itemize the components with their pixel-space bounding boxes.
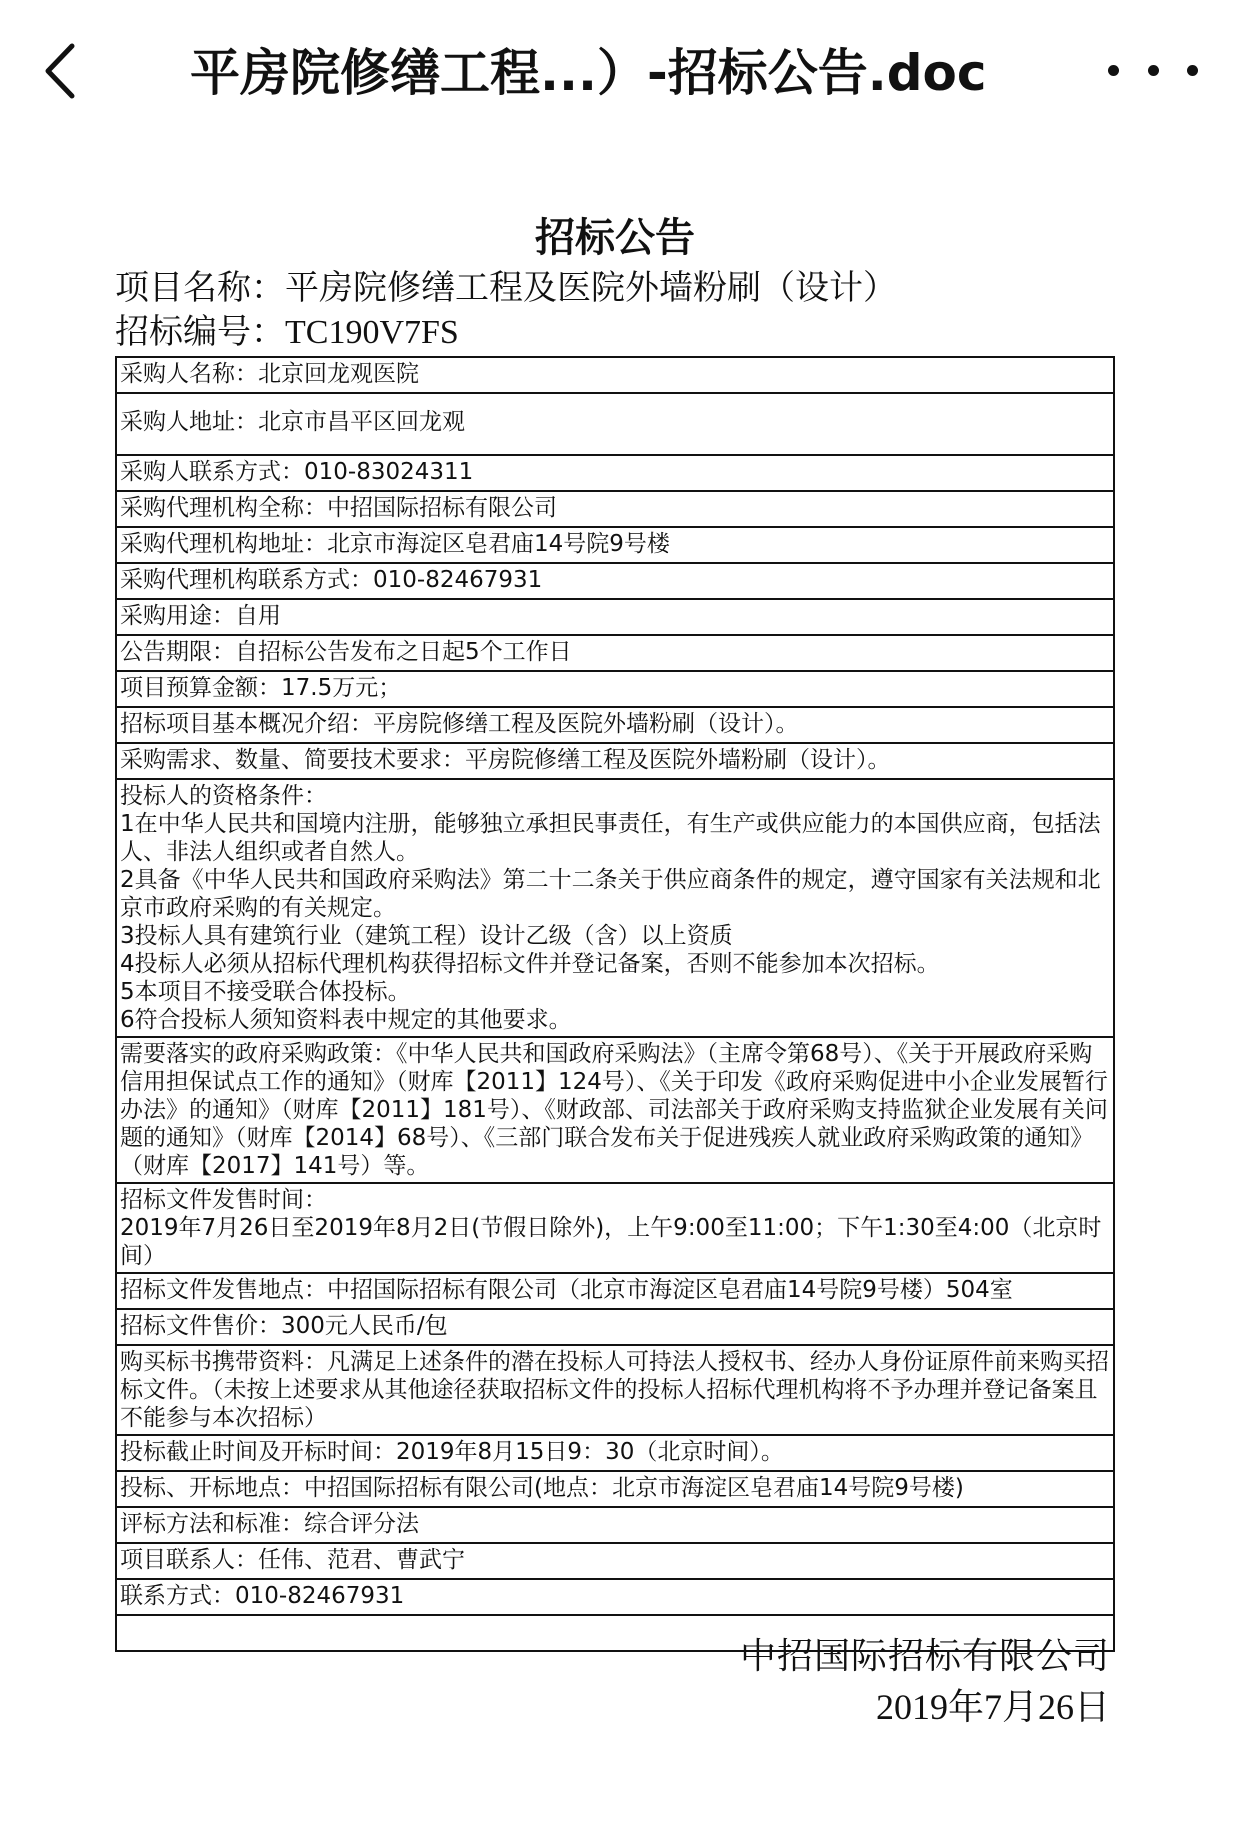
table-cell (116, 455, 1114, 491)
table-row (116, 393, 1114, 455)
table-row (116, 779, 1114, 1037)
cell-text: 采购需求、数量、简要技术要求：平房院修缮工程及医院外墙粉刷（设计）。 (120, 747, 891, 773)
table-cell (116, 1309, 1114, 1345)
cell-text: 2具备《中华人民共和国政府采购法》第二十二条关于供应商条件的规定，遵守国家有关法规和北京市政府采购的有关规定。 (120, 867, 1101, 921)
top-bar (0, 0, 1242, 140)
table-row (116, 743, 1114, 779)
tender-info-table (115, 356, 1115, 1652)
table-cell (116, 743, 1114, 779)
table-cell (116, 527, 1114, 563)
cell-text: 招标文件发售地点：中招国际招标有限公司（北京市海淀区皂君庙14号院9号楼）504室 (120, 1277, 1013, 1303)
table-cell (116, 1345, 1114, 1435)
table-cell (116, 563, 1114, 599)
table-row (116, 455, 1114, 491)
cell-text: 采购代理机构全称：中招国际招标有限公司 (120, 495, 557, 521)
cell-text: 采购人名称：北京回龙观医院 (120, 361, 419, 387)
table-row (116, 1183, 1114, 1273)
document-title: 平房院修缮工程...）-招标公告.doc (190, 44, 987, 102)
project-name-line (115, 266, 1115, 310)
table-row (116, 1309, 1114, 1345)
cell-text: 招标文件售价：300元人民币/包 (120, 1313, 448, 1339)
cell-text: 6符合投标人须知资料表中规定的其他要求。 (120, 1007, 572, 1033)
cell-text: 招标项目基本概况介绍：平房院修缮工程及医院外墙粉刷（设计）。 (120, 711, 799, 737)
cell-text: 5本项目不接受联合体投标。 (120, 979, 411, 1005)
cell-text: 投标截止时间及开标时间：2019年8月15日9：30（北京时间）。 (120, 1439, 784, 1465)
table-row (116, 1037, 1114, 1183)
table-row (116, 1507, 1114, 1543)
table-row (116, 1579, 1114, 1615)
document-footer (740, 1632, 1110, 1732)
cell-text: 采购用途：自用 (120, 603, 281, 629)
table-cell (116, 1579, 1114, 1615)
document-heading: 招标公告 (535, 215, 695, 261)
cell-text: 招标文件发售时间： (120, 1187, 327, 1213)
table-row (116, 563, 1114, 599)
cell-text: 投标、开标地点：中招国际招标有限公司(地点：北京市海淀区皂君庙14号院9号楼) (120, 1475, 964, 1501)
table-row (116, 1543, 1114, 1579)
table-row (116, 707, 1114, 743)
cell-text: 项目预算金额：17.5万元； (120, 675, 402, 701)
table-cell (116, 1543, 1114, 1579)
table-row (116, 491, 1114, 527)
footer-organization: 中招国际招标有限公司 (739, 1636, 1110, 1677)
cell-text: 采购人联系方式：010-83024311 (120, 459, 474, 485)
table-cell (116, 671, 1114, 707)
table-row (116, 357, 1114, 393)
table-cell (116, 1507, 1114, 1543)
table-row (116, 527, 1114, 563)
document-page (115, 210, 1115, 1652)
cell-text: 采购代理机构联系方式：010-82467931 (120, 567, 543, 593)
cell-text: 4投标人必须从招标代理机构获得招标文件并登记备案，否则不能参加本次招标。 (120, 951, 940, 977)
cell-text: 需要落实的政府采购政策：《中华人民共和国政府采购法》（主席令第68号）、《关于开展政府采购信用担保试点工作的通知》（财库【2011】124号）、《关于印发《政府采购促进中小企业发展暂行办法》的通知》（财库【2011】181号）、《财政部、司法部关于政府采购支持监狱企业发展有关问题的通知》（财库【2014】68号）、《三部门联合发布关于促进残疾人就业政府采购政策的通知》（财库【2017】141号）等。 (120, 1041, 1108, 1179)
table-cell (116, 1183, 1114, 1273)
cell-text: 2019年7月26日至2019年8月2日(节假日除外)，上午9:00至11:00；下午1:30至4:00（北京时间） (120, 1215, 1102, 1269)
cell-text: 采购人地址：北京市昌平区回龙观 (120, 409, 465, 435)
bid-number-value: TC190V7FS (285, 314, 459, 351)
table-row (116, 1273, 1114, 1309)
cell-text: 联系方式：010-82467931 (120, 1583, 405, 1609)
table-cell (116, 707, 1114, 743)
table-row (116, 1471, 1114, 1507)
cell-text: 3投标人具有建筑行业（建筑工程）设计乙级（含）以上资质 (120, 923, 733, 949)
footer-date: 2019年7月26日 (875, 1687, 1110, 1727)
cell-text: 项目联系人：任伟、范君、曹武宁 (120, 1547, 465, 1573)
cell-text: 购买标书携带资料：凡满足上述条件的潜在投标人可持法人授权书、经办人身份证原件前来购买招标文件。（未按上述要求从其他途径获取招标文件的投标人招标代理机构将不予办理并登记备案且不能参与本次招标） (120, 1349, 1109, 1431)
back-icon[interactable] (40, 36, 90, 106)
table-cell (116, 357, 1114, 393)
bid-number-line (115, 310, 1115, 354)
table-row (116, 599, 1114, 635)
table-row (116, 1345, 1114, 1435)
table-row (116, 1435, 1114, 1471)
table-cell (116, 1435, 1114, 1471)
table-cell (116, 1471, 1114, 1507)
cell-text: 1在中华人民共和国境内注册，能够独立承担民事责任，有生产或供应能力的本国供应商，包括法人、非法人组织或者自然人。 (120, 811, 1101, 865)
table-cell (116, 1037, 1114, 1183)
table-row (116, 635, 1114, 671)
cell-text: 评标方法和标准：综合评分法 (120, 1511, 419, 1537)
project-name-value: 平房院修缮工程及医院外墙粉刷（设计） (285, 268, 897, 308)
project-name-label: 项目名称： (115, 268, 285, 308)
more-options-icon[interactable] (1108, 50, 1198, 90)
table-cell (116, 393, 1114, 455)
table-cell (116, 1273, 1114, 1309)
table-cell (116, 635, 1114, 671)
cell-text: 采购代理机构地址：北京市海淀区皂君庙14号院9号楼 (120, 531, 670, 557)
table-row (116, 671, 1114, 707)
cell-text: 投标人的资格条件： (120, 783, 327, 809)
table-cell (116, 491, 1114, 527)
bid-number-label: 招标编号： (115, 312, 285, 352)
cell-text: 公告期限：自招标公告发布之日起5个工作日 (120, 639, 572, 665)
table-cell (116, 599, 1114, 635)
table-cell (116, 779, 1114, 1037)
